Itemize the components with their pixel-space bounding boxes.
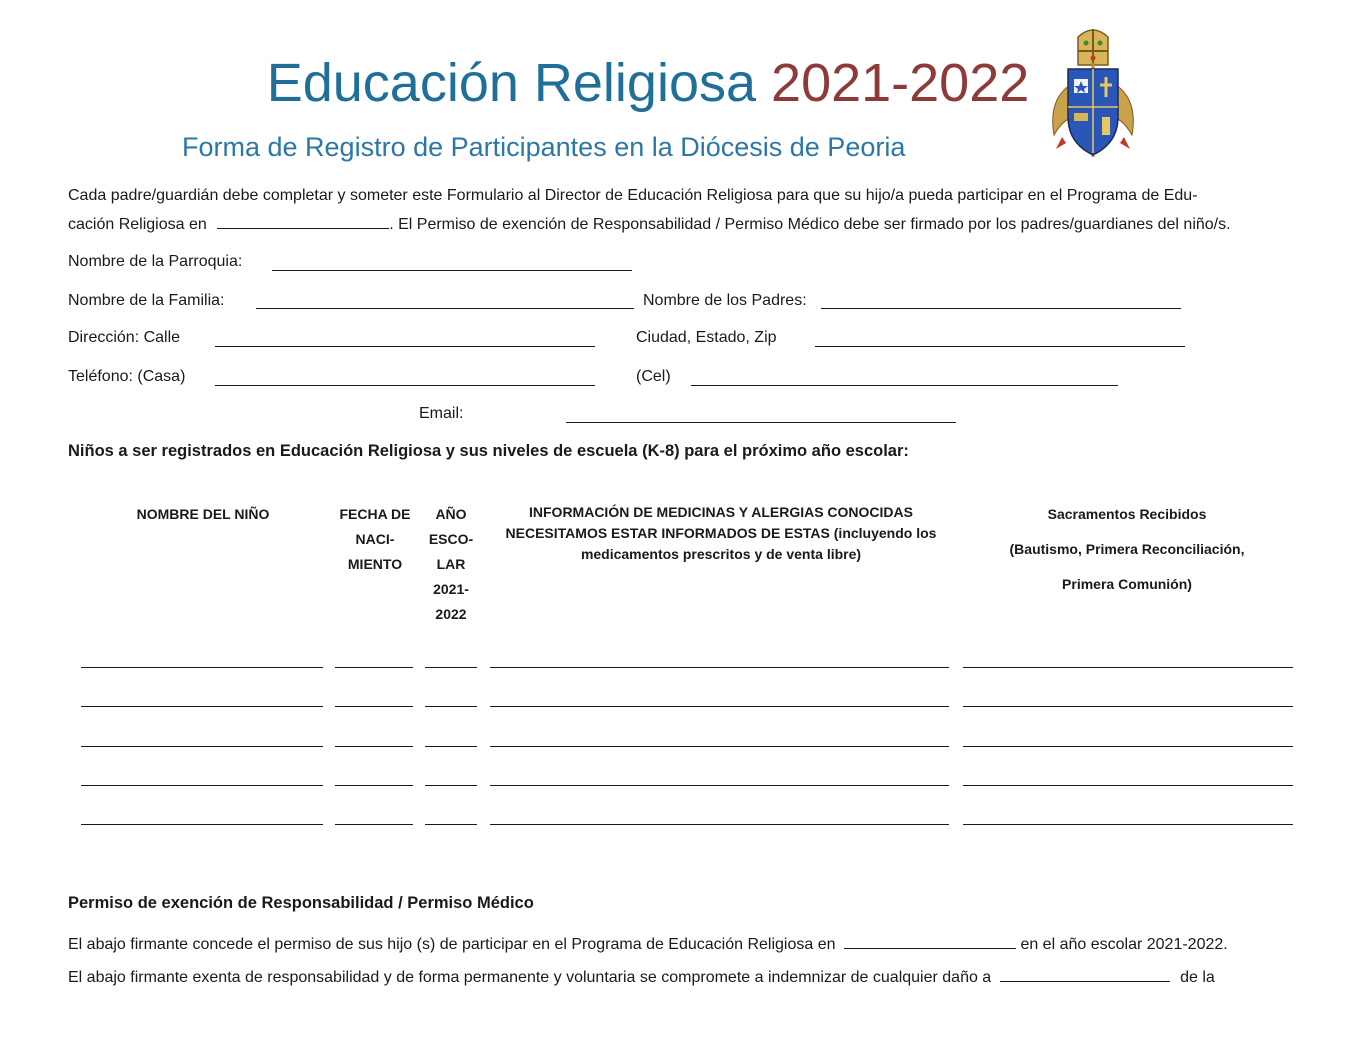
row-1-fecha-field[interactable]: [335, 666, 413, 668]
row-1-medicinas-field[interactable]: [490, 666, 949, 668]
direccion-field[interactable]: [215, 345, 595, 347]
parroquia-field[interactable]: [272, 269, 632, 271]
parish-program-field[interactable]: [217, 214, 389, 229]
padres-label: Nombre de los Padres:: [643, 292, 807, 309]
col-medicinas-header: INFORMACIÓN DE MEDICINAS Y ALERGIAS CONOCIDAS NECESITAMOS ESTAR INFORMADOS DE ESTAS (incluyendo los medicamentos prescritos y de venta libre): [505, 504, 937, 562]
telefono-field[interactable]: [215, 384, 595, 386]
intro-line-2: [68, 214, 1231, 235]
cel-label: (Cel): [636, 368, 671, 385]
col-ano-header: AÑO ESCO- LAR 2021- 2022: [428, 506, 474, 622]
email-field[interactable]: [566, 421, 956, 423]
permiso-heading: Permiso de exención de Responsabilidad / Permiso Médico: [68, 894, 534, 912]
telefono-label: Teléfono: (Casa): [68, 368, 186, 385]
intro-line-2-end: . El Permiso de exención de Responsabilidad / Permiso Médico debe ser firmado por los padres/guardianes del niño/s.: [389, 216, 1231, 233]
row-5-sacramentos-field[interactable]: [963, 823, 1293, 825]
parroquia-label: Nombre de la Parroquia:: [68, 253, 243, 270]
diocesan-coat-of-arms-icon: [1040, 25, 1146, 160]
row-5-nombre-field[interactable]: [81, 823, 323, 825]
padres-field[interactable]: [821, 307, 1181, 309]
title-year: 2021-2022: [771, 53, 1030, 113]
col-fecha-header: FECHA DE NACI- MIENTO: [339, 506, 411, 572]
row-3-fecha-field[interactable]: [335, 745, 413, 747]
row-2-medicinas-field[interactable]: [490, 705, 949, 707]
row-1-sacramentos-field[interactable]: [963, 666, 1293, 668]
row-3-nombre-field[interactable]: [81, 745, 323, 747]
row-5-ano-field[interactable]: [425, 823, 477, 825]
row-2-nombre-field[interactable]: [81, 705, 323, 707]
row-3-medicinas-field[interactable]: [490, 745, 949, 747]
permiso-line-1: El abajo firmante concede el permiso de sus hijo (s) de participar en el Programa de Educación Religiosa en en el año escolar 2021-2022.: [68, 936, 1228, 953]
row-1-nombre-field[interactable]: [81, 666, 323, 668]
row-3-ano-field[interactable]: [425, 745, 477, 747]
row-4-ano-field[interactable]: [425, 784, 477, 786]
familia-label: Nombre de la Familia:: [68, 292, 225, 309]
familia-field[interactable]: [256, 307, 634, 309]
cel-field[interactable]: [691, 384, 1118, 386]
row-2-sacramentos-field[interactable]: [963, 705, 1293, 707]
row-2-fecha-field[interactable]: [335, 705, 413, 707]
title-main: Educación Religiosa: [266, 53, 757, 113]
row-5-medicinas-field[interactable]: [490, 823, 949, 825]
permiso-program-field[interactable]: [844, 934, 1016, 949]
children-heading: Niños a ser registrados en Educación Religiosa y sus niveles de escuela (K-8) para el próximo año escolar:: [68, 442, 909, 460]
permiso-parish-field[interactable]: [1000, 967, 1170, 982]
ciudad-field[interactable]: [815, 345, 1185, 347]
email-label: Email:: [419, 405, 464, 422]
row-4-medicinas-field[interactable]: [490, 784, 949, 786]
intro-line-1: Cada padre/guardián debe completar y someter este Formulario al Director de Educación Religiosa para que su hijo/a pueda participar en el Programa de Edu-: [68, 187, 1198, 204]
permiso-line-2: El abajo firmante exenta de responsabilidad y de forma permanente y voluntaria se compromete a indemnizar de cualquier daño a de la: [68, 969, 1215, 986]
direccion-label: Dirección: Calle: [68, 329, 181, 346]
ciudad-label: Ciudad, Estado, Zip: [636, 329, 777, 346]
intro-line-2-start: cación Religiosa en: [68, 216, 207, 233]
row-1-ano-field[interactable]: [425, 666, 477, 668]
row-3-sacramentos-field[interactable]: [963, 745, 1293, 747]
row-2-ano-field[interactable]: [425, 705, 477, 707]
page-subtitle: Forma de Registro de Participantes en la Diócesis de Peoria: [182, 132, 906, 162]
row-5-fecha-field[interactable]: [335, 823, 413, 825]
col-nombre-header: NOMBRE DEL NIÑO: [136, 506, 270, 522]
row-4-sacramentos-field[interactable]: [963, 784, 1293, 786]
row-4-fecha-field[interactable]: [335, 784, 413, 786]
row-4-nombre-field[interactable]: [81, 784, 323, 786]
col-sacramentos-header: Sacramentos Recibidos (Bautismo, Primera Reconciliación, Primera Comunión): [1009, 506, 1245, 592]
